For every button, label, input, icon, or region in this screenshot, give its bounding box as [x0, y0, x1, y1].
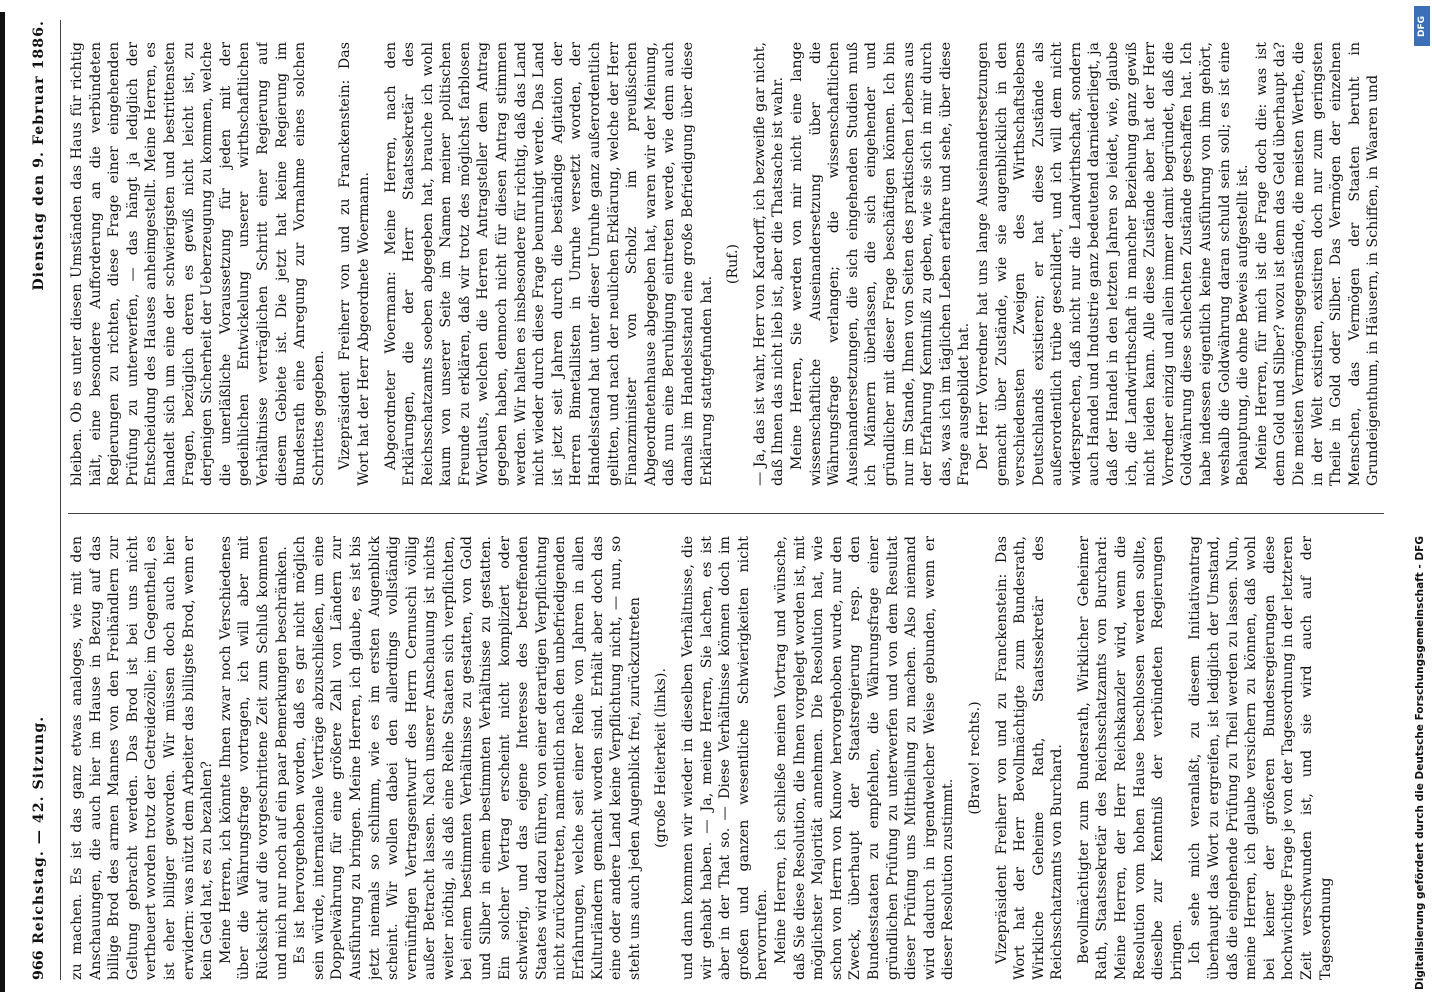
paragraph: Meine Herren, ich schließe meinen Vortrag und wünsche, daß Sie diese Resolution, die Ihnen vorgelegt worden ist, mit möglichster Majorität annehmen. Die Resolution hat, wie schon von Herrn von Kunow hervorgehoben wurde, nur den Zweck, überhaupt der Staatsregierung resp. den Bundesstaaten zu empfehlen, die Währungsfrage einer gründlichen Prüfung zu unterwerfen und von dem Resultat dieser Prüfung uns Mittheilung zu machen. Also niemand wird dadurch in irgendwelcher Weise gebunden, wenn er dieser Resolution zustimmt.: [772, 536, 957, 980]
paragraph: Der Herr Vorredner hat uns lange Auseinandersetzungen gemacht über Zustände, wie sie augenblicklich in den verschiedensten Zweigen des Wirthschaftslebens Deutschlands existieren; er hat diese Zustände als außerordentlich trübe geschildert, und ich will dem nicht widersprechen, daß nicht nur die Landwirthschaft, sondern auch Handel und Industrie ganz bedeutend darniederliegt, ja daß der Handel in den letzten Jahren so leidet, wie, glaube ich, die Landwirthschaft in mancher Beziehung ganz gewiß nicht leiden kann. Alle diese Zustände aber hat der Herr Vorredner einzig und allein immer damit begründet, daß die Goldwährung diese schlechten Zustände geschaffen hat. Ich habe indessen eigentlich keine Ausführung von ihm gehört, weshalb die Goldwährung daran schuld sein soll; es ist eine Behauptung, die ohne Beweis aufgestellt ist.: [974, 42, 1252, 486]
paragraph: — Ja, das ist wahr, Herr von Kardorff, ich bezweifle gar nicht, daß Ihnen das nicht lieb ist, aber die Thatsache ist wahr.: [751, 42, 787, 486]
column-divider: [68, 513, 1384, 514]
paragraph: und dann kommen wir wieder in dieselben Verhältnisse, die wir gehabt haben. — Ja, meine Herren, Sie lachen, es ist aber in der That so. — Diese Verhältnisse können doch im großen und ganzen wesentliche Schwierigkeiten nicht hervorrufen.: [680, 536, 771, 980]
scan-edge-bar: [0, 12, 5, 992]
dfg-margin: [1410, 0, 1432, 1000]
paragraph: bleiben. Ob es unter diesen Umständen das Haus für richtig hält, eine besondere Aufforderung an die verbündeten Regierungen zu richten, diese Frage einer eingehenden Prüfung zu unterwerfen, — das hängt ja lediglich der Entscheidung des Hauses anheimgestellt. Meine Herren, es handelt sich um eine der schwierigsten und bestrittensten Fragen, bezüglich deren es gewiß nicht leicht ist, zu derjenigen Sicherheit der Ueberzeugung zu kommen, welche die unerläßliche Voraussetzung für jeden mit der gedeihlichen Entwickelung unserer wirthschaftlichen Verhältnisse verträglichen Schritt einer Regierung auf diesem Gebiete ist. Die jetzt hat keine Regierung im Bundesrath eine Anregung zur Vornahme eines solchen Schrittes gegeben.: [69, 42, 327, 486]
paragraph: Meine Herren, ich könnte Ihnen zwar noch Verschiedenes über die Währungsfrage vortragen, ich will aber mit Rücksicht auf die vorgeschrittene Zeit zum Schluß kommen und mich nur noch auf ein paar Bemerkungen beschränken.: [217, 536, 290, 980]
speaker-paragraph: Vizepräsident Freiherr von und zu Franckenstein: Das Wort hat der Herr Abgeordnete Woermann.: [337, 42, 372, 486]
right-column: [68, 42, 1388, 486]
page-header: [24, 20, 58, 980]
interjection: (Bravo! rechts.): [966, 701, 983, 815]
header-rule: [60, 20, 61, 980]
session-date: Dienstag den 9. Februar 1886.: [31, 20, 47, 291]
speaker-paragraph: Abgeordneter Woermann: Meine Herren, nach den Erklärungen, die der Herr Staatssekretär des Reichsschatzamts soeben abgegeben hat, brauche ich wohl kaum von unserer Seite im Namen meiner politischen Freunde zu erklären, daß wir trotz des möglichst farblosen Wortlauts, welchen die Herren Antragsteller dem Antrag gegeben haben, dennoch nicht für diesen Antrag stimmen werden. Wir halten es insbesondere für richtig, daß das Land nicht wieder durch diese Frage beunruhigt werde. Das Land ist jetzt seit Jahren durch die beständige Agitation der Herren Bimetallisten in Unruhe versetzt worden, der Handelsstand hat unter dieser Unruhe ganz außerordentlich gelitten, und nach der neulichen Erklärung, welche der Herr Finanzminister von Scholz im preußischen Abgeordnetenhause abgegeben hat, waren wir der Meinung, daß nun eine Beruhigung eintreten werde, wie denn auch damals im Handelsstand eine große Befriedigung über diese Erklärung stattgefunden hat.: [382, 42, 715, 486]
rotated-page: [24, 20, 1404, 980]
speaker-paragraph: Vizepräsident Freiherr von und zu Franckenstein: Das Wort hat der Herr Bevollmächtigte zum Bundesrath, Wirkliche Geheime Rath, Staatssekretär des Reichsschatzamts von Burchard.: [993, 536, 1066, 980]
left-column: [68, 536, 1388, 980]
paragraph: Meine Herren, Sie werden von mir nicht eine lange wissenschaftliche Auseinandersetzung über die Währungsfrage verlangen; die wissenschaftlichen Auseinandersetzungen, die sich eingehenden Studien muß ich Männern überlassen, die sich eingehender und gründlicher mit dieser Frage beschäftigen können. Ich bin nur im Stande, Ihnen von Seiten des praktischen Lebens aus der Erfahrung Kenntniß zu geben, wie sie sich in mir durch das, was ich im täglichen Leben erfahre und sehe, über diese Frage ausgebildet hat.: [788, 42, 973, 486]
page-number: 966: [31, 950, 47, 980]
dfg-logo: DFG: [1414, 6, 1430, 46]
digitization-note: Digitalisierung gefördert durch die Deutsche Forschungsgemeinschaft - DFG: [1414, 536, 1426, 990]
paragraph: Ich sehe mich veranlaßt, zu diesem Initiativantrag überhaupt das Wort zu ergreifen, ist lediglich der Umstand, daß die eingehende Prüfung zu Theil werden zu lassen. Nun, meine Herren, ich glaube versichern zu können, daß wohl bei keiner der größeren Bundesregierungen diese hochwichtige Frage je von der Tagesordnung in der letzteren Zeit verschwunden ist, und sie wird auch auf der Tagesordnung: [1187, 536, 1334, 980]
session-title: Reichstag. — 42. Sitzung.: [31, 715, 47, 944]
speaker-paragraph: Bevollmächtigter zum Bundesrath, Wirklicher Geheimer Rath, Staatssekretär des Reichsschatzamts von Burchard: Meine Herren, der Herr Reichskanzler wird, wenn die Resolution vom hohen Hause beschlossen werden sollte, dieselbe zur Kenntniß der verbündeten Regierungen bringen.: [1075, 536, 1185, 980]
paragraph: Meine Herren, für mich ist die Frage doch die: was ist denn Gold und Silber? wozu ist denn das Geld überhaupt da? Die meisten Vermögensgegenstände, die meisten Werthe, die in der Welt existiren, existiren doch nur zum geringsten Theile in Gold oder Silber. Das Vermögen der einzelnen Menschen, das Vermögen der Staaten beruht in Grundeigenthum, in Häusern, in Schiffen, in Waaren und: [1253, 42, 1382, 486]
interjection: (Ruf.): [725, 243, 742, 285]
interjection: (große Heiterkeit (links).: [653, 668, 670, 848]
paragraph: Es ist hervorgehoben worden, daß es gar nicht möglich sein würde, internationale Verträge abzuschließen, um eine Doppelwährung für eine größere Zahl von Ländern zur Ausführung zu bringen. Meine Herren, ich glaube, es ist bis jetzt niemals so schlimm, wie es im ersten Augenblick scheint. Wir wollen dabei den allerdings vollständig vernünftigen Vertragsentwurf des Herrn Cernuschi völlig außer Betracht lassen. Nach unserer Anschauung ist nichts weiter nöthig, als daß eine Reihe Staaten sich verpflichten, bei einem bestimmten Verhältnisse zu gestatten, von Gold und Silber in einem bestimmten Verhältnisse zu gestatten. Ein solcher Vertrag erscheint nicht kompliziert oder schwierig, und das eigene Interesse des betreffenden Staates wird dazu führen, von einer derartigen Verpflichtung nicht zurückzutreten, namentlich nach den unbefriedigenden Erfahrungen, welche seit einer Reihe von Jahren in allen Kulturländern gemacht worden sind. Erhält aber doch das eine oder andere Land keine Verpflichtung nicht, — nun, so steht uns auch jeden Augenblick frei, zurückzutreten: [292, 536, 643, 980]
paragraph: zu machen. Es ist das ganz etwas analoges, wie mit den Anschauungen, die auch hier im Hause in Bezug auf das billige Brod des armen Mannes von den Freihändlern zur Geltung gebracht werden. Das Brod ist bei uns nicht vertheuert worden trotz der Getreidezölle; im Gegentheil, es ist eher billiger geworden. Wir müssen doch auch hier erwidern: was nützt dem Arbeiter das billigste Brod, wenn er kein Geld hat, es zu bezahlen?: [69, 536, 216, 980]
